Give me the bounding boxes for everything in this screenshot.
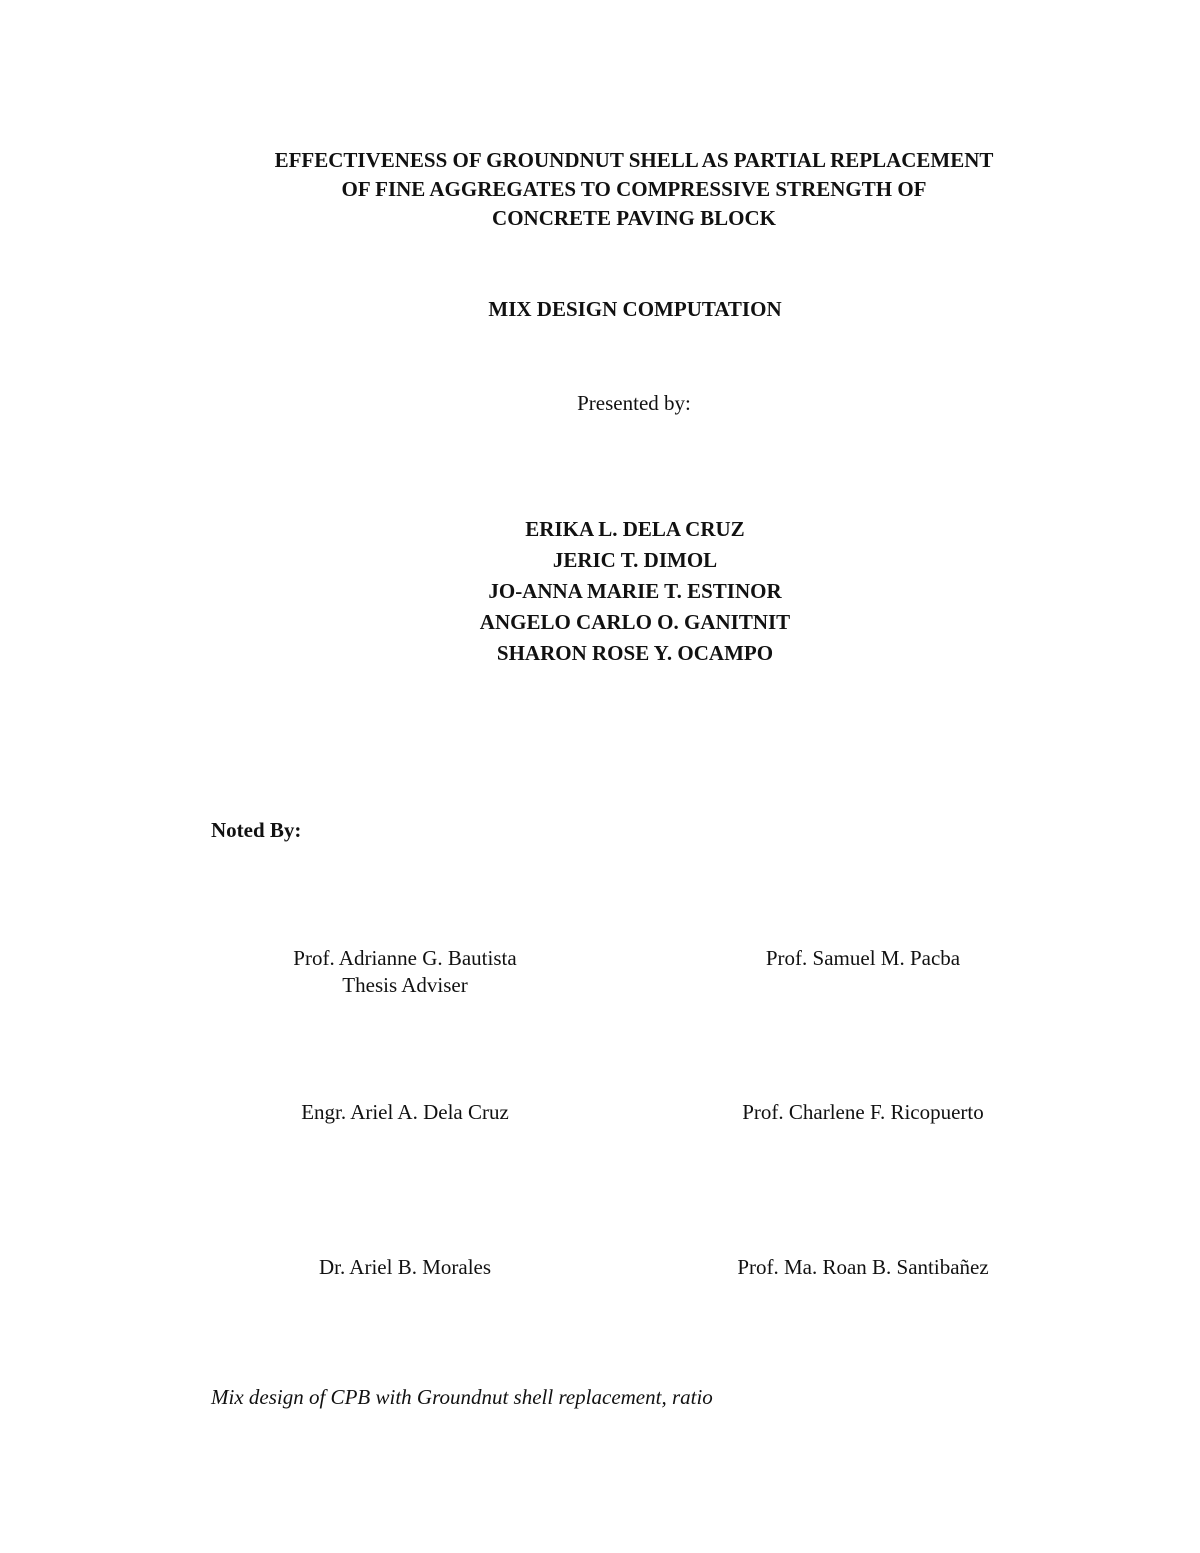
presented-by-label: Presented by: — [577, 391, 691, 415]
author-name: JO-ANNA MARIE T. ESTINOR — [488, 579, 782, 603]
signatory-block — [663, 945, 1063, 972]
signatory-name: Prof. Adrianne G. Bautista — [293, 946, 517, 970]
section-caption: Mix design of CPB with Groundnut shell replacement, ratio — [211, 1385, 713, 1409]
author-name: ANGELO CARLO O. GANITNIT — [479, 610, 791, 634]
noted-by-label: Noted By: — [211, 818, 302, 842]
title-line-3: CONCRETE PAVING BLOCK — [492, 206, 776, 230]
signatory-name: Dr. Ariel B. Morales — [318, 1255, 492, 1279]
document-subtitle: MIX DESIGN COMPUTATION — [488, 297, 782, 321]
signatory-role: Thesis Adviser — [342, 973, 468, 997]
signatory-block — [205, 1099, 605, 1126]
signatory-name: Engr. Ariel A. Dela Cruz — [301, 1100, 509, 1124]
document-title — [0, 146, 1200, 233]
author-name: SHARON ROSE Y. OCAMPO — [496, 641, 774, 665]
signatory-name: Prof. Ma. Roan B. Santibañez — [737, 1255, 989, 1279]
signatory-block — [205, 1254, 605, 1281]
title-line-2: OF FINE AGGREGATES TO COMPRESSIVE STRENGTH OF — [341, 177, 927, 201]
author-list — [0, 514, 1200, 669]
signatory-block — [663, 1254, 1063, 1281]
signatory-name: Prof. Charlene F. Ricopuerto — [742, 1100, 984, 1124]
author-name: JERIC T. DIMOL — [552, 548, 718, 572]
signatory-block — [663, 1099, 1063, 1126]
signatory-name: Prof. Samuel M. Pacba — [765, 946, 961, 970]
author-name: ERIKA L. DELA CRUZ — [525, 517, 745, 541]
title-line-1: EFFECTIVENESS OF GROUNDNUT SHELL AS PARTIAL REPLACEMENT — [274, 148, 994, 172]
signatory-block — [205, 945, 605, 999]
